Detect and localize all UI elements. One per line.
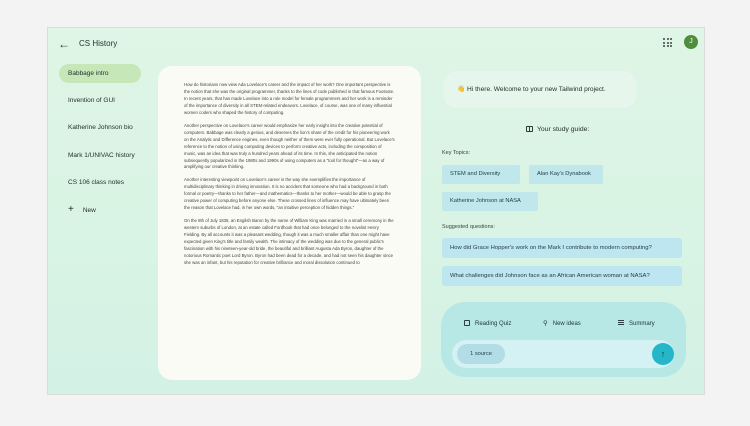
summary-icon [618,320,624,325]
new-note-button[interactable] [68,205,96,216]
reading-quiz-label: Reading Quiz [475,321,512,327]
new-ideas-label: New ideas [552,321,581,327]
plus-icon: + [68,204,74,215]
suggested-question-1[interactable]: How did Grace Hopper's work on the Mark I contribute to modern computing? [442,238,682,258]
chat-input[interactable] [452,340,674,368]
study-guide-heading [526,125,589,135]
document-paragraph: On the 8th of July 1835, an English Baron by the name of William King was married in a small ceremony in the western suburbs of London, at an estate called Fordhook that had once belonged to the novelist Henry Fielding. By all accounts it was a pleasant wedding, though it was a much smaller affair than one might have expected given King's title and family wealth. The intimacy of the wedding was due to the general public's fascination with his nineteen-year-old bride, the beautiful and brilliant Augusta Ada Byron, daughter of the notorious Romantic poet Lord Byron. Byron had been dead for a decade, and had not seen his daughter since she was an infant, but his reputation for creative brilliance and moral dissolution continued to [184,218,394,265]
new-ideas-button[interactable] [543,315,581,333]
sidebar-item-invention-of-gui[interactable]: Invention of GUI [68,97,115,104]
topic-chip-alan-kay-dynabook[interactable]: Alan Kay's Dynabook [529,165,603,184]
welcome-message: 👋 Hi there. Welcome to your new Tailwind project. [443,71,637,108]
lightbulb-icon: ⚲ [543,320,548,327]
back-arrow-icon[interactable]: ← [58,37,70,51]
suggested-question-2[interactable]: What challenges did Johnson face as an African American woman at NASA? [442,266,682,286]
sidebar-item-cs106-class-notes[interactable]: CS 106 class notes [68,179,125,186]
composer [441,302,686,377]
suggested-questions-label: Suggested questions: [442,224,495,230]
send-button[interactable] [652,343,674,365]
document-panel[interactable] [158,66,421,380]
sidebar-item-babbage-intro[interactable]: Babbage intro [59,64,141,83]
book-icon [526,126,533,132]
document-paragraph: Another perspective on Lovelace's career would emphasize her early insight into the creative potential of computers. Babbage was clearly a genius, and deserves the lion's share of the credit for his pioneering work on the Analytic and Difference engines, even though neither of them were ever fully operational. But Lovelace's reference to the notion of using computing devices to perform creative acts, including the composition of music, was an idea that was truly a hundred years ahead of its time. In this, she anticipated the notion subsequently popularized in the 1980s and 1990s of using computers as a "tool for thought"—as a way of amplifying our creative thinking. [184,122,395,170]
summary-label: Summary [629,321,655,327]
sidebar-item-mark1-univac-history[interactable]: Mark 1/UNIVAC history [68,152,135,159]
key-topics-label: Key Topics: [442,150,471,156]
apps-grid-icon[interactable] [663,38,672,47]
arrow-up-icon: ↑ [660,349,666,359]
document-paragraph: Another interesting viewpoint on Lovelace's career is the way she exemplifies the importance of multidisciplinary thinking in driving innovation. It is no accident that someone who had a background in both formal or poetry—thanks to her father—and mathematics—thanks to her mother—would be able to grasp the creative power of computing before anyone else. These crossed lines of influence may have ultimately been the reason that Lovelace had, in her own words, "an intuitive perception of hidden things." [184,177,391,211]
quiz-icon [464,320,470,326]
page-title: CS History [79,39,118,48]
app-window [47,27,705,395]
topic-chip-katherine-johnson-nasa[interactable]: Katherine Johnson at NASA [442,192,538,211]
new-note-label: New [82,207,96,214]
document-paragraph: How do historians now view Ada Lovelace's career and the impact of her work? One important perspective is the notion that she was the original programmer, thanks to the lines of code published in that famous Footnote. In recent years, that has made Lovelace into a role model for female programmers and her work is a reminder of the importance of diversity in all STEM-related endeavors. Lovelace, of course, was one of many influential women coders who shaped the history of computing. [184,82,395,115]
topic-chip-stem-diversity[interactable]: STEM and Diversity [442,165,520,184]
reading-quiz-button[interactable] [464,315,511,333]
summary-button[interactable] [618,315,655,333]
source-chip[interactable]: 1 source [457,344,505,364]
avatar[interactable]: J [684,35,698,49]
study-guide-label: Your study guide: [537,126,590,133]
sidebar-item-katherine-johnson-bio[interactable]: Katherine Johnson bio [68,124,133,131]
